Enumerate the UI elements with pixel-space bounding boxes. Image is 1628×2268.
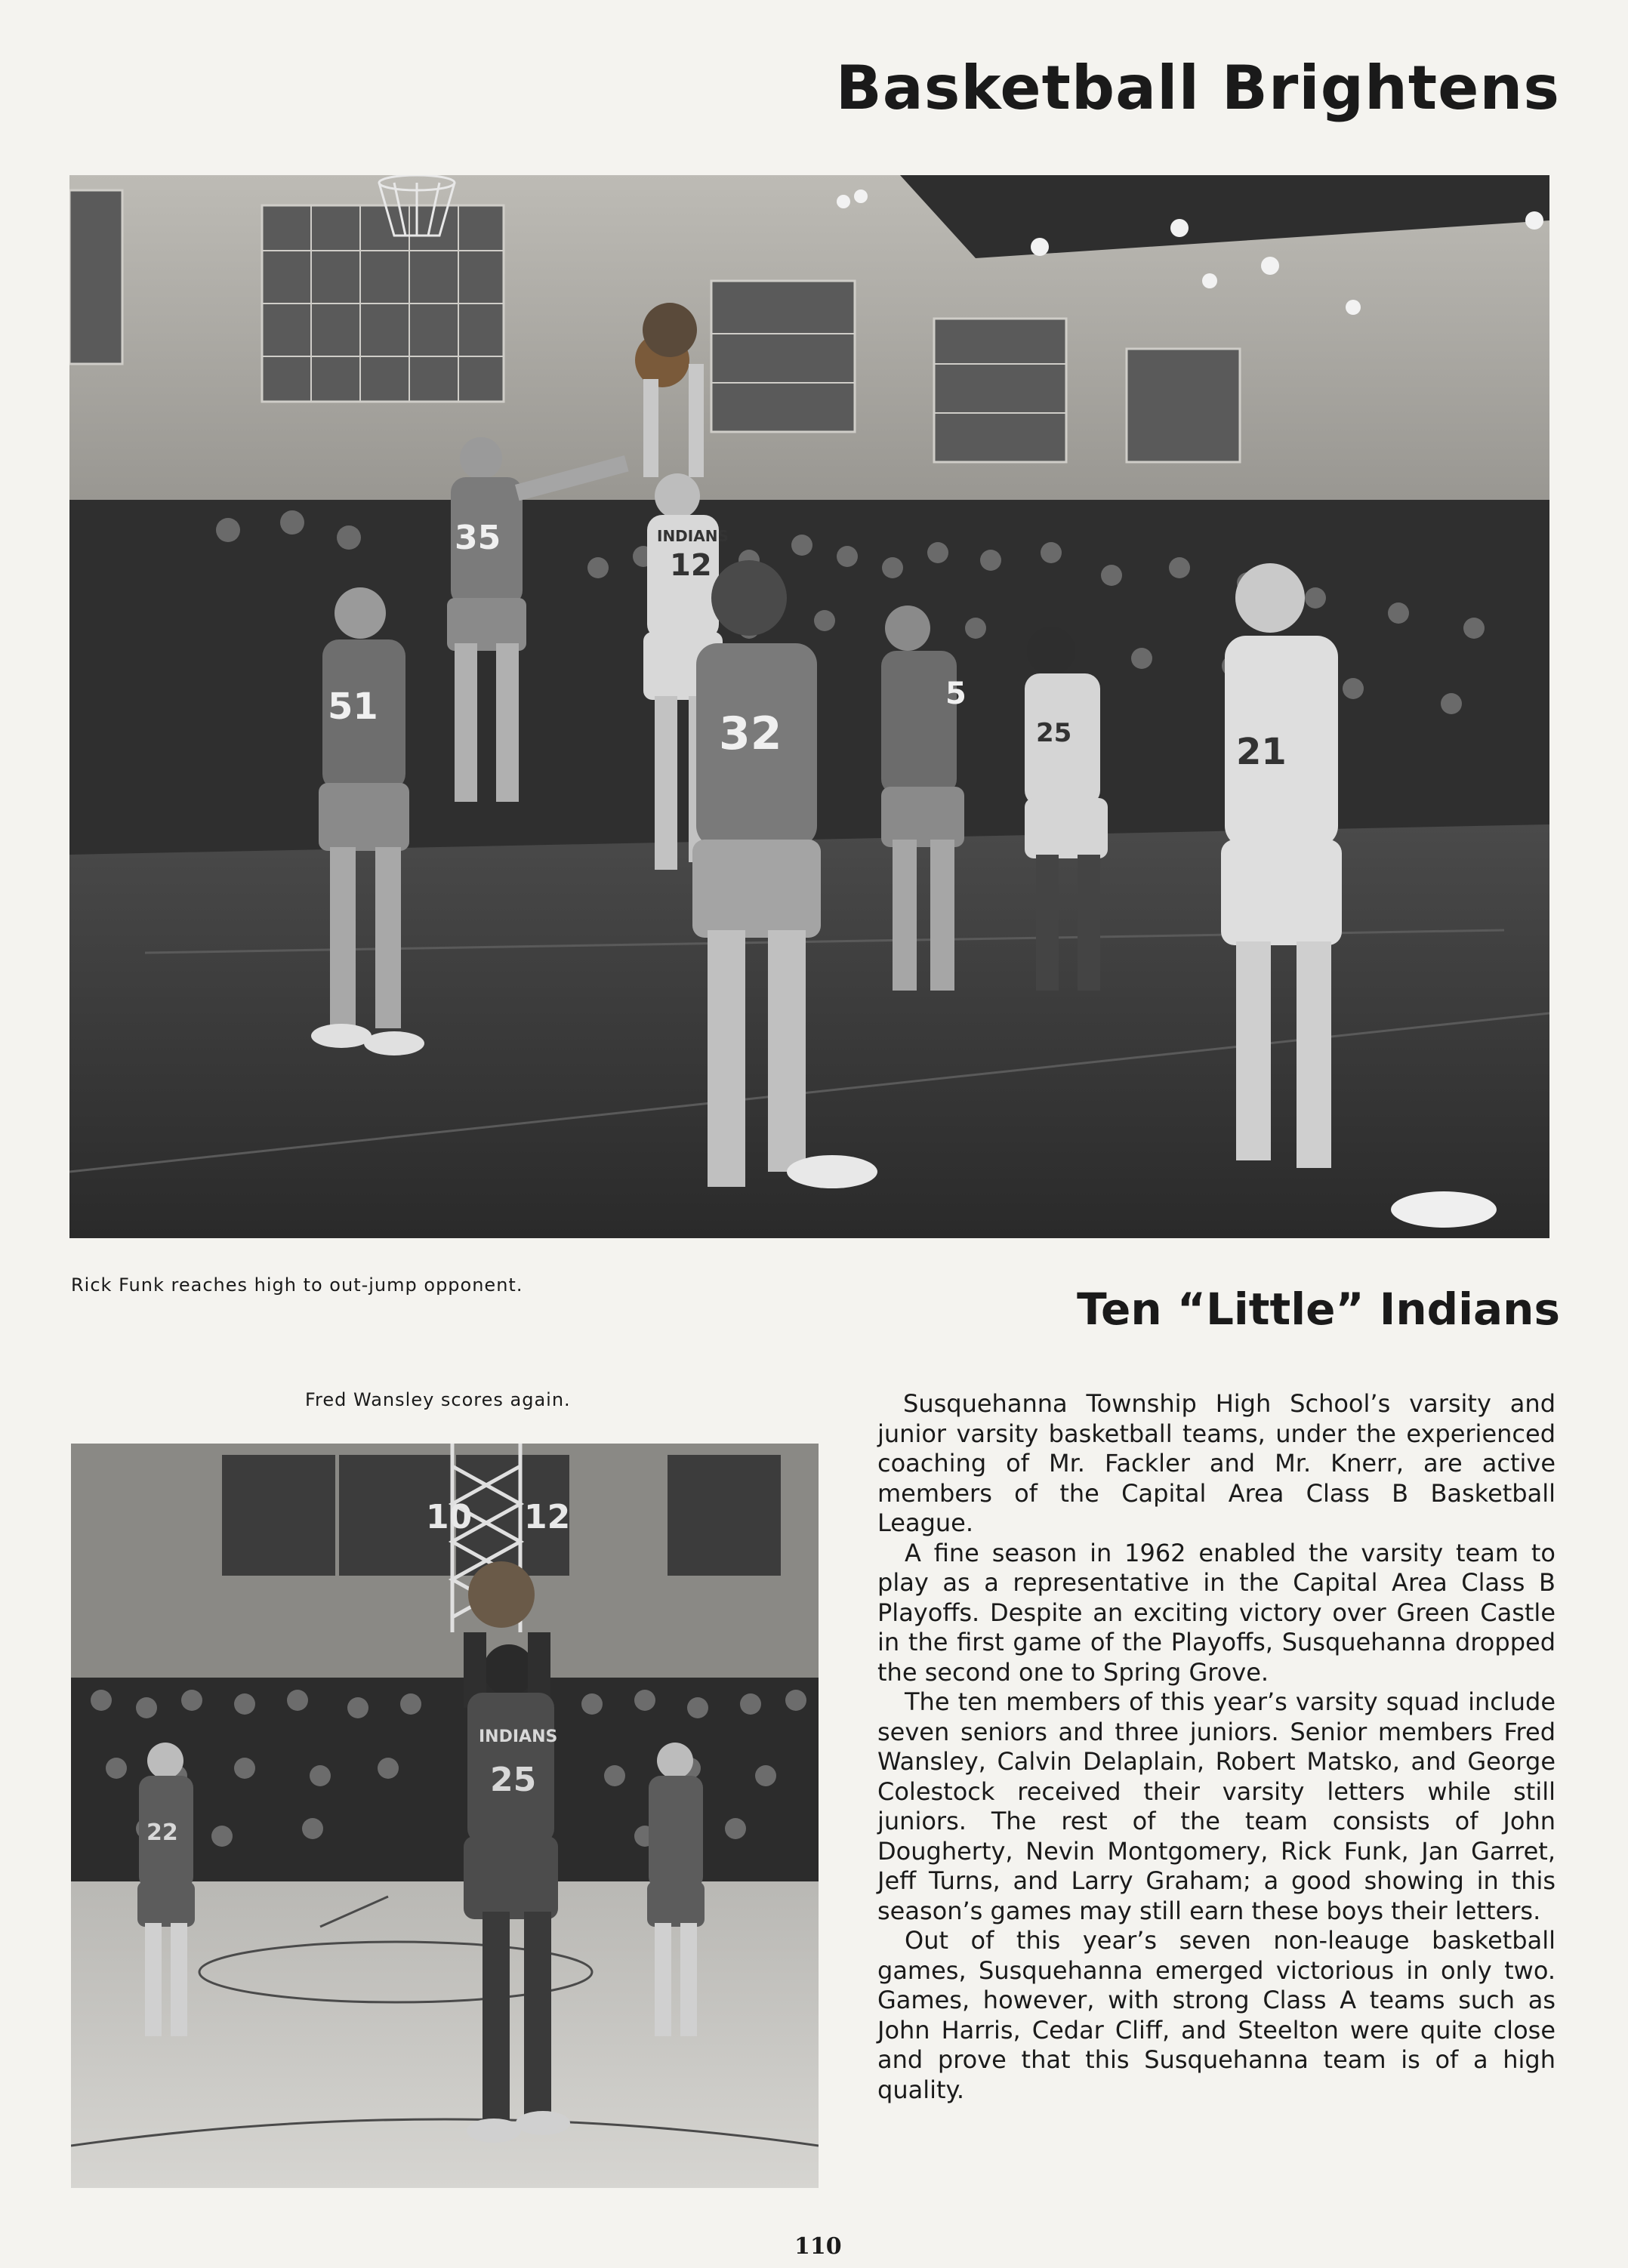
jersey-number: 25 <box>1036 718 1072 748</box>
scoreboard-visitor: 12 <box>524 1498 571 1536</box>
basketball-jump-photo-art <box>69 175 1549 1238</box>
article-paragraph: Out of this year’s seven non-leauge basketball games, Susquehanna emerged victorious in only two. Games, however, with strong Class A teams such as John Harris, Cedar Cliff, and Steelton were quite close and prove that this Susquehanna team is of a high quality. <box>877 1926 1556 2104</box>
jersey-number: 5 <box>945 676 967 711</box>
jersey-number: 12 <box>670 548 712 583</box>
basketball-freethrow-photo <box>71 1444 819 2188</box>
article-headline: Ten “Little” Indians <box>1077 1283 1560 1335</box>
scoreboard-home: 10 <box>426 1498 473 1536</box>
basketball-jump-photo <box>69 175 1549 1238</box>
jersey-number: 21 <box>1236 731 1287 773</box>
jersey-number: 25 <box>490 1761 537 1799</box>
page-number: 110 <box>794 2233 842 2260</box>
article-paragraph: The ten members of this year’s varsity squad include seven seniors and three juniors. Senior members Fred Wansley, Calvin Delaplain, Robert Matsko, and George Colestock received their varsity letters while still juniors. The rest of the team consists of John Dougherty, Nevin Montgomery, Rick Funk, Jan Garret, Jeff Turns, and Larry Graham; a good showing in this season’s games may still earn these boys their letters. <box>877 1687 1556 1925</box>
jersey-number: 22 <box>146 1820 178 1846</box>
basketball-freethrow-photo-art <box>71 1444 819 2188</box>
jersey-lettering: INDIANS <box>657 527 729 545</box>
jersey-number: 35 <box>455 519 501 557</box>
top-photo-caption: Rick Funk reaches high to out-jump opponent. <box>71 1274 523 1296</box>
article-paragraph: A fine season in 1962 enabled the varsity team to play as a representative in the Capital Area Class B Playoffs. Despite an exciting victory over Green Castle in the first game of the Playoffs, Susquehanna dropped the second one to Spring Grove. <box>877 1538 1556 1687</box>
jersey-number: 32 <box>719 707 782 760</box>
page-title: Basketball Brightens <box>835 53 1560 123</box>
bottom-photo-caption: Fred Wansley scores again. <box>305 1389 571 1410</box>
article-body <box>877 1389 1556 2105</box>
jersey-number: 51 <box>328 686 378 728</box>
article-paragraph: Susquehanna Township High School’s varsity and junior varsity basketball teams, under the experienced coaching of Mr. Fackler and Mr. Knerr, are active members of the Capital Area Class B Basketball League. <box>877 1389 1556 1537</box>
jersey-lettering: INDIANS <box>479 1727 558 1746</box>
